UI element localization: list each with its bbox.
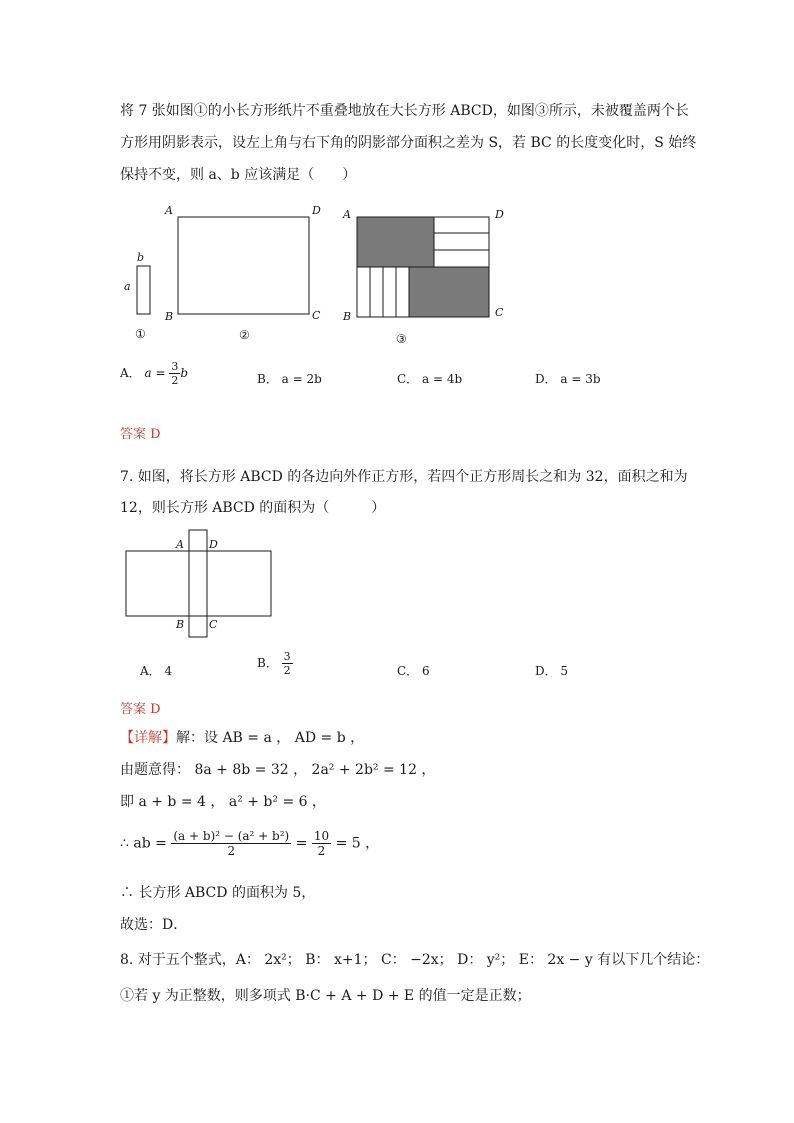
- q7-label-D: D: [209, 538, 218, 551]
- fig3-label-A: A: [343, 208, 351, 221]
- fig1-label-a: a: [124, 280, 131, 293]
- q7-option-d: D． 5: [535, 664, 569, 678]
- q7-detail-line6: 故选：D．: [120, 917, 188, 933]
- q7-option-b: B． $\frac{3}{2}$: [257, 650, 291, 677]
- fig2-label-C: C: [312, 309, 321, 322]
- fig2-label-D: D: [312, 204, 321, 217]
- q7-text-line2: 12，则长方形 ABCD 的面积为（ ）: [120, 500, 386, 516]
- q7-option-c: C． 6: [397, 664, 430, 678]
- q7-horizontal-rect: [126, 551, 271, 616]
- q6-option-d: D． a = 3b: [535, 372, 601, 386]
- q7-detail-line4: ∴ ab = $\frac{\text{(a + b)² − (a² + b²)}}{2}$ = $\frac{10}{2}$ = 5 ，: [120, 829, 380, 858]
- q7-detail-line2: 由题意得： 8a + 8b = 32 ， 2a² + 2b² = 12 ，: [120, 762, 436, 778]
- fig2-label-A: A: [165, 204, 173, 217]
- q7-vertical-rect: [189, 530, 207, 637]
- q7-detail-line1: 【详解】解：设 AB = a ， AD = b ，: [120, 730, 365, 746]
- q8-text-line2: ①若 y 为正整数，则多项式 B·C + A + D + E 的值一定是正数；: [120, 988, 531, 1004]
- q6-text-line1: 将 7 张如图①的小长方形纸片不重叠地放在大长方形 ABCD，如图③所示，未被覆盖两个长: [120, 103, 689, 119]
- fig3-shade-bottom-right: [409, 267, 489, 317]
- fig3-number: ③: [396, 332, 407, 346]
- q6-option-b: B． a = 2b: [257, 372, 322, 386]
- fig3-label-B: B: [343, 310, 352, 323]
- fig2-big-rect: [178, 217, 309, 314]
- q7-option-a: A． 4: [140, 664, 173, 678]
- q7-text-line1: 7. 如图，将长方形 ABCD 的各边向外作正方形，若四个正方形周长之和为 32，面积之和为: [120, 469, 688, 485]
- q7-label-C: C: [209, 618, 218, 631]
- q7-answer: 答案 D: [120, 702, 161, 717]
- fig2-number: ②: [239, 328, 250, 342]
- q7-label-B: B: [176, 618, 185, 631]
- fig1-small-rect: [137, 266, 150, 314]
- fig2-label-B: B: [165, 310, 174, 323]
- q7-detail-line5: ∴ 长方形 ABCD 的面积为 5，: [120, 885, 316, 901]
- q7-detail-tag: 【详解】: [120, 730, 176, 746]
- fig3-shade-top-left: [357, 217, 434, 267]
- q6-text-line2: 方形用阴影表示，设左上角与右下角的阴影部分面积之差为 S，若 BC 的长度变化时，S 始终: [120, 135, 697, 151]
- q8-text-line1: 8. 对于五个整式，A： 2x²； B： x+1； C： −2x； D： y²； E： 2x − y 有以下几个结论：: [120, 952, 710, 968]
- q6-text-line3: 保持不变，则 a、b 应该满足（ ）: [120, 167, 357, 183]
- fig1-number: ①: [135, 327, 146, 341]
- fig3-label-C: C: [495, 306, 504, 319]
- fig1-label-b: b: [137, 251, 145, 264]
- q6-answer: 答案 D: [120, 427, 161, 442]
- q6-option-c: C． a = 4b: [397, 372, 463, 386]
- q7-label-A: A: [176, 538, 184, 551]
- fig3-label-D: D: [495, 208, 504, 221]
- q7-detail-line3: 即 a + b = 4 ， a² + b² = 6 ，: [120, 794, 326, 810]
- q6-option-a: A． a = $\frac{3}{2}$ b: [120, 360, 189, 387]
